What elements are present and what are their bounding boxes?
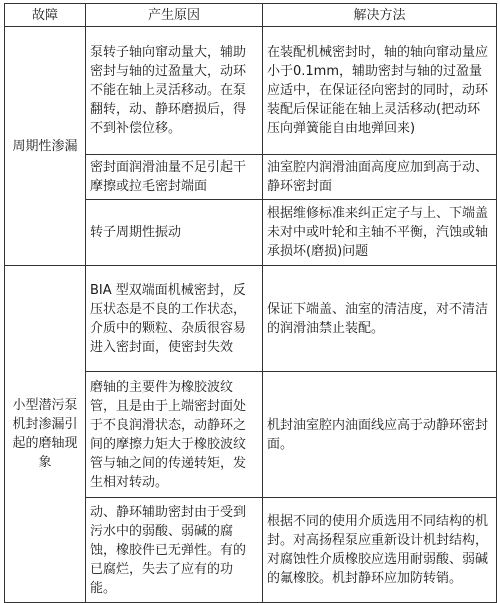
fault-cell-periodic-leak: 周期性渗漏: [5, 27, 86, 266]
header-cause: 产生原因: [86, 4, 263, 27]
fault-table: [4, 3, 497, 603]
cause-cell: 磨轴的主要件为橡胶波纹管，且是由于上端密封面处于不良润滑状态，动静环之间的摩擦力矩大于橡胶波纹管与轴之间的传递转矩，发生相对转动。: [86, 372, 263, 498]
solution-cell: 机封油室腔内油面线应高于动静环密封面。: [263, 372, 497, 498]
cause-cell: 密封面润滑油量不足引起干摩擦或拉毛密封端面: [86, 155, 263, 200]
solution-cell: 在装配机械密封时，轴的轴向窜动量应小于0.1mm，辅助密封与轴的过盈量应适中，在保证径向密封的同时，动环装配后保证能在轴上灵活移动(把动环压向弹簧能自由地弹回来): [263, 27, 497, 155]
solution-cell: 根据维修标准来纠正定子与上、下端盖未对中或叶轮和主轴不平衡，汽蚀或轴承损坏(磨损)问题: [263, 200, 497, 266]
solution-cell: 根据不同的使用介质选用不同结构的机封。对高扬程泵应重新设计机封结构，对腐蚀性介质橡胶应选用耐弱酸、弱碱的氟橡胶。机封静环应加防转销。: [263, 498, 497, 603]
fault-cell-small-pump-leak: 小型潜污泵机封渗漏引起的磨轴现象: [5, 266, 86, 603]
cause-cell: BIA 型双端面机械密封，反压状态是不良的工作状态，介质中的颗粒、杂质很容易进入密封面，使密封失效: [86, 266, 263, 372]
header-fault: 故障: [5, 4, 86, 27]
header-row: [5, 4, 497, 27]
cause-cell: 转子周期性振动: [86, 200, 263, 266]
cause-cell: 动、静环辅助密封由于受到污水中的弱酸、弱碱的腐蚀，橡胶件已无弹性。有的已腐烂，失去了应有的功能。: [86, 498, 263, 603]
solution-cell: 油室腔内润滑油面高度应加到高于动、静环密封面: [263, 155, 497, 200]
table-row: [5, 266, 497, 372]
cause-cell: 泵转子轴向窜动量大，辅助密封与轴的过盈量大，动环不能在轴上灵活移动。在泵翻转，动、静环磨损后，得不到补偿位移。: [86, 27, 263, 155]
table-row: [5, 27, 497, 155]
header-solution: 解决方法: [263, 4, 497, 27]
solution-cell: 保证下端盖、油室的清洁度，对不清洁的润滑油禁止装配。: [263, 266, 497, 372]
